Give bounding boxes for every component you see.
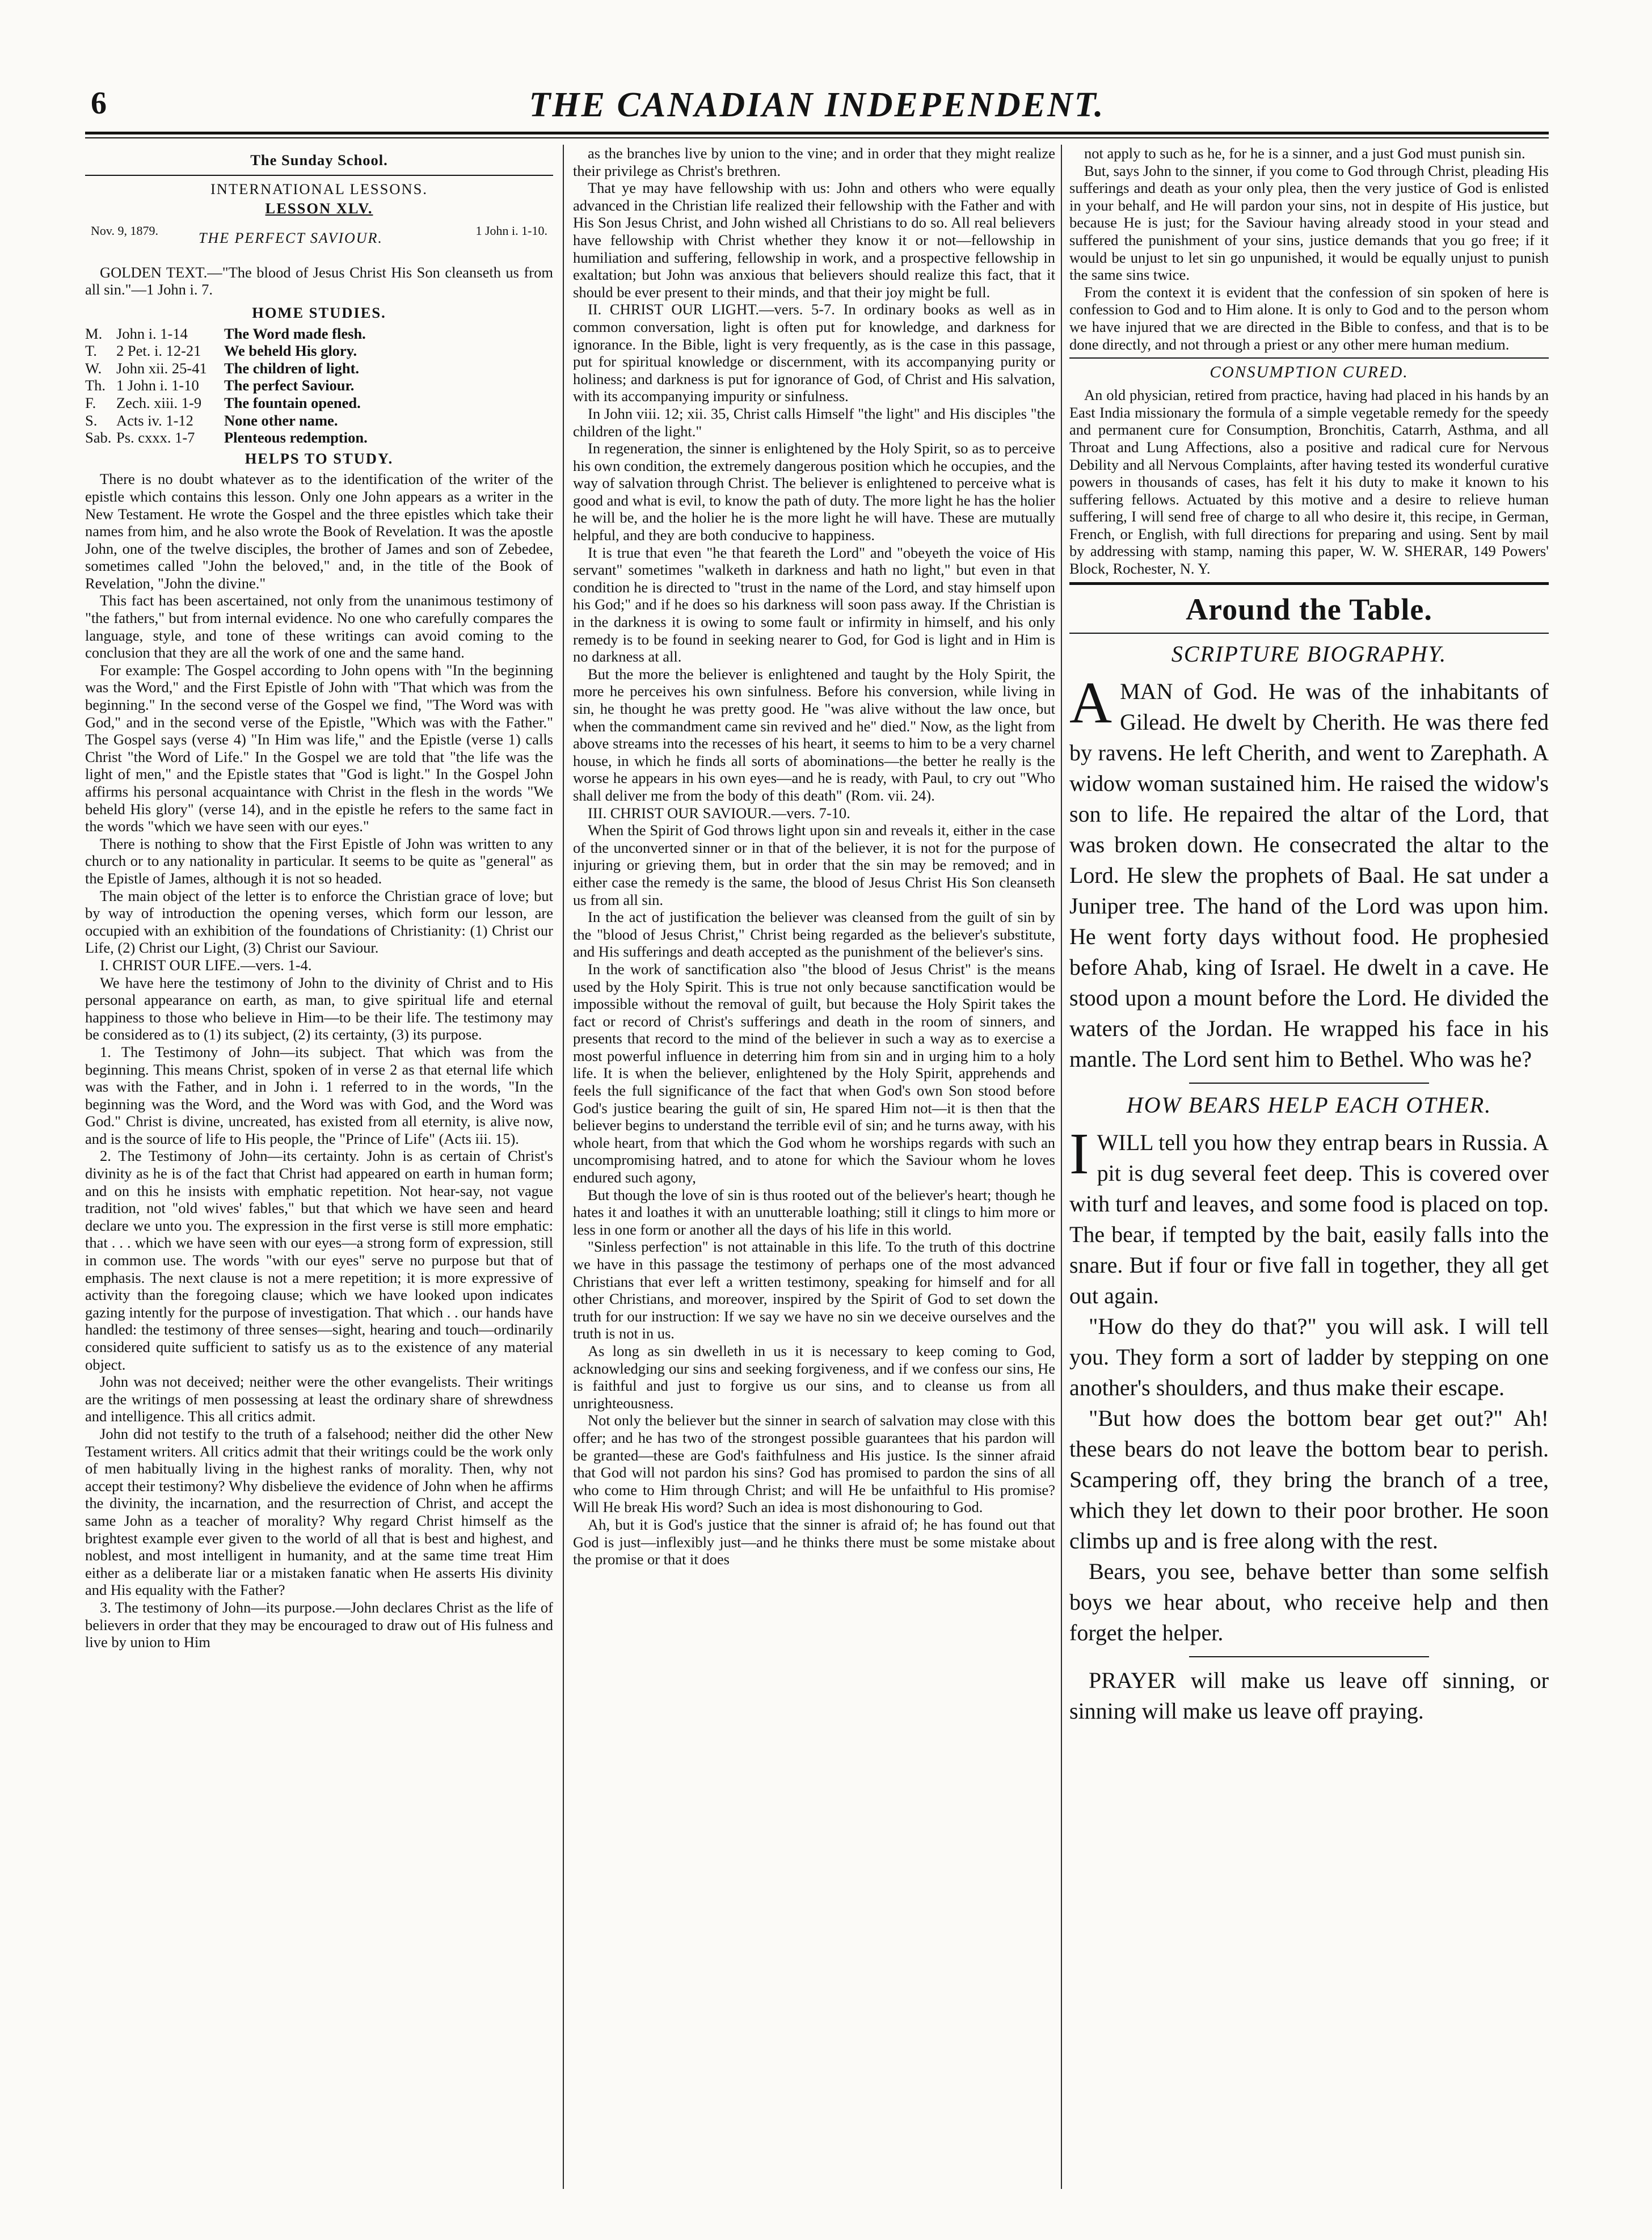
paragraph [1069,1121,1549,1311]
lesson-reference: 1 John i. 1-10. [475,223,547,238]
paragraph: "Sinless perfection" is not attainable in this life. To the truth of this doctrine we have in this passage the testimony of perhaps one of the most advanced Christians that ever left a written testimony, speaking for himself and for all other Christians, and moreover, inspired by the Spirit of God to set down the truth for our instruction: If we say we have no sin we deceive ourselves and the truth is not in us. [573,1238,1055,1342]
dropcap: I [1069,1121,1089,1186]
lesson-body [85,470,553,1650]
paragraph: But though the love of sin is thus rooted out of the believer's heart; though he hates it and loathes it with an unutterable loathing; still it clings to him more or less in one form or another all the days of his life in this world. [573,1186,1055,1238]
study-title: None other name. [224,411,338,429]
scripture-biography-text: MAN of God. He was of the inhabitants of Gilead. He dwelt by Cherith. He was there fed by ravens. He left Cherith, and went to Zarephath. A widow woman sustained him. He raised the widow's son to life. He repaired the altar of the Lord, that was broken down. He consecrated the altar to the Lord. He slew the prophets of Baal. He sat under a Juniper tree. The hand of the Lord was upon him. He went forty days without food. He prophesied before Ahab, king of Israel. He dwelt in a cave. He stood upon a mount before the Lord. He divided the waters of the Jordan. He wrapped his face in his mantle. The Lord sent him to Bethel. Who was he? [1069,678,1549,1072]
column-divider [1061,145,1062,2189]
paragraph: 2. The Testimony of John—its certainty. John is as certain of Christ's divinity as he is of the fact that Christ had appeared on earth in human form; and on this he insists with emphatic repetition. Not hear-say, not vague tradition, not "old wives' fables," but that which we have seen and heard declare we unto you. The expression in the first verse is still more emphatic: that . . . which we have seen with our eyes—a strong form of expression, still in common use. The words "with our eyes" serve no purpose but that of emphasis. The next clause is not a mere repetition; it is more expressive of activity than the foregoing clause; which we have looked upon indicates gazing intently for the purpose of investigation. That which . . our hands have handled: the testimony of three senses—sight, hearing and touch—ordinarily considered quite sufficient to satisfy us as to the existence of any material object. [85,1147,553,1373]
lesson-conclusion [1069,145,1549,353]
paragraph: As long as sin dwelleth in us it is necessary to keep coming to God, acknowledging our sins and seeking forgiveness, and if we confess our sins, He is faithful and just to forgive us our sins, and to cleanse us from all unrighteousness. [573,1342,1055,1412]
consumption-title: CONSUMPTION CURED. [1210,363,1409,382]
section-title-around-table: Around the Table. [1186,592,1432,626]
divider [1069,357,1549,359]
column-right [1069,145,1549,2189]
divider [85,175,553,176]
home-study-row [85,342,553,360]
lesson-date: Nov. 9, 1879. [91,223,158,238]
paragraph: From the context it is evident that the confession of sin spoken of here is confession to God and to Him alone. It is only to God and to the person whom we have injured that we are directed in the Bible to confess, and that is to be done directly, and not through a priest or any other mere human medium. [1069,283,1549,353]
divider-short [1189,1656,1429,1657]
home-study-row [85,377,553,394]
paragraph: We have here the testimony of John to the divinity of Christ and to His personal appearance on earth, as man, to give spiritual life and eternal happiness to those who believe in Him—to be their life. The testimony may be considered as to (1) its subject, (2) its certainty, (3) its purpose. [85,974,553,1043]
paragraph: I. CHRIST OUR LIFE.—vers. 1-4. [100,956,312,974]
study-reference: John xii. 25-41 [116,359,207,377]
study-day: Sab. [85,429,112,447]
column-lesson-continued [573,145,1055,2189]
paragraph: But the more the believer is enlightened and taught by the Holy Spirit, the more he perceives his own sinfulness. Before his conversion, while living in sin, he thought he was pretty good. He "was alive without the law once, but when the commandment came sin revived and he" died." Now, as the light from above streams into the recesses of his heart, it seems to him to be a very charnel house, in which he finds all sorts of abominations—the better he really is the worse he appears in his own eyes—and he is ready, with Paul, to cry out "Who shall deliver me from the body of this death" (Rom. vii. 24). [573,665,1055,804]
paragraph: John did not testify to the truth of a falsehood; neither did the other New Testament writers. All critics admit that their writings could be the work only of men habitually living in the highest ranks of morality. Then, why not accept their testimony? Why disbelieve the evidence of John when he affirms the divinity, the incarnation, and the resurrection of Christ, and accept the same John as a teacher of morality? Why regard Christ himself as the brightest example ever given to the world of all that is best and highest, and noblest, and most intelligent in humanity, and at the same time treat Him either as a deliberate liar or a mistaken fanatic when He asserts His divinity and His equality with the Father? [85,1425,553,1599]
golden-text: GOLDEN TEXT.—"The blood of Jesus Christ His Son cleanseth us from all sin."—1 John i. 7. [85,263,553,298]
home-study-row [85,429,553,447]
bears-story [1069,1121,1549,1648]
paragraph: It is true that even "he that feareth the Lord" and "obeyeth the voice of His servant" sometimes "walketh in darkness and hath no light," but even in that condition he is directed to "trust in the name of the Lord, and stay himself upon his God;" and if he does so his darkness will soon pass away. If the Christian is in the darkness it is owing to some fault or infirmity in himself, and his only remedy is to be found in seeking nearer to God, for God is light and in Him is no darkness at all. [573,544,1055,666]
prayer-text: will make us leave off sinning, or sinning will make us leave off praying. [1069,1667,1549,1724]
paragraph: III. CHRIST OUR SAVIOUR.—vers. 7-10. [588,804,850,822]
study-reference: Zech. xiii. 1-9 [116,394,202,411]
lessons-subtitle: INTERNATIONAL LESSONS. [210,180,428,197]
lesson-body-continued [573,145,1055,1568]
study-reference: Ps. cxxx. 1-7 [116,429,195,447]
study-day: W. [85,359,102,377]
study-day: S. [85,411,98,429]
header-rule [85,132,1549,134]
study-day: Th. [85,377,106,394]
paragraph: There is nothing to show that the First Epistle of John was written to any church or to any nationality in particular. It seems to be quite as "general" as the Epistle of James, although it is not so headed. [85,835,553,887]
paragraph: Not only the believer but the sinner in search of salvation may close with this offer; and he has two of the strongest possible guarantees that his pardon will be granted—these are God's faithfulness and His justice. Is the sinner afraid that God will not pardon his sins? God has promised to pardon the sins of all who come to Him through Christ; and will He be unfaithful to His promise? Will He break His word? Such an idea is most dishonouring to God. [573,1412,1055,1516]
prayer-lead: PRAYER [1089,1667,1177,1693]
study-reference: 1 John i. 1-10 [116,377,199,394]
lesson-number: LESSON XLV. [265,200,373,217]
home-studies-heading: HOME STUDIES. [252,304,386,321]
paragraph: In John viii. 12; xii. 35, Christ calls Himself "the light" and His disciples "the children of the light." [573,405,1055,440]
home-study-row [85,412,553,430]
study-title: Plenteous redemption. [224,429,368,447]
paragraph: This fact has been ascertained, not only from the unanimous testimony of "the fathers," but from internal evidence. No one who carefully compares the language, style, and tone of these writings can avoid coming to the conclusion that they are all the work of one and the same hand. [85,592,553,662]
lesson-title: THE PERFECT SAVIOUR. [199,229,383,246]
bears-title: HOW BEARS HELP EACH OTHER. [1126,1092,1492,1118]
study-day: T. [85,342,97,360]
study-title: The perfect Saviour. [224,377,355,394]
paragraph: Ah, but it is God's justice that the sinner is afraid of; he has found out that God is just—inflexibly just—and he thinks there must be some mistake about the promise or that it does [573,1515,1055,1568]
consumption-notice [1069,386,1549,578]
study-reference: Acts iv. 1-12 [116,411,193,429]
paragraph: In the act of justification the believer was cleansed from the guilt of sin by the "blood of Jesus Christ," Christ being regarded as the believer's substitute, and His sufferings and death accepted as the punishment of the believer's sins. [573,908,1055,961]
page-number: 6 [91,86,107,121]
column-sunday-school [85,145,553,2189]
home-study-row [85,325,553,343]
consumption-text: An old physician, retired from practice, having had placed in his hands by an East India missionary the formula of a simple vegetable remedy for the speedy and permanent cure for Consumption, Bronchitis, Catarrh, Asthma, and all Throat and Lung Affections, also a positive and radical cure for Nervous Debility and all Nervous Complaints, after having tested its wonderful curative powers in thousands of cases, has felt it his duty to make it known to his suffering fellows. Actuated by this motive and a desire to relieve human suffering, I will send free of charge to all who desire it, this recipe, in German, French, or English, with full directions for preparing and using. Sent by mail by addressing with stamp, naming this paper, W. W. SHERAR, 149 Powers' Block, Rochester, N. Y. [1069,386,1549,578]
paragraph: "But how does the bottom bear get out?" Ah! these bears do not leave the bottom bear to perish. Scampering off, they bring the branch of a tree, which they let down to their poor brother. He soon climbs up and is free along with the rest. [1069,1405,1549,1553]
study-title: The fountain opened. [224,394,361,411]
paragraph: For example: The Gospel according to John opens with "In the beginning was the Word," and the First Epistle of John with "That which was from the beginning." In the second verse of the Gospel we find, "The Word was with God," and in the second verse of the Epistle, "Which was with the Father." The Gospel says (verse 4) "In Him was life," and the Epistle (verse 1) calls Christ "the Word of Life." In the Gospel we are told that "the life was the light of men," and the Epistle states that "God is light." In the Gospel John affirms his personal acquaintance with Christ in the flesh in the words "We beheld His glory" (verse 14), and in the epistle he refers to the same fact in the words "which we have seen with our eyes." [85,661,553,835]
paragraph: 3. The testimony of John—its purpose.—John declares Christ as the life of believers in order that they may be encouraged to draw out of His fulness and live by union to Him [85,1598,553,1651]
paragraph: When the Spirit of God throws light upon sin and reveals it, either in the case of the unconverted sinner or in that of the believer, it is not for the purpose of injuring or grieving them, but in order that the sin may be removed; and in either case the remedy is the same, the blood of Jesus Christ His Son cleanseth us from all sin. [573,822,1055,908]
paragraph: In the work of sanctification also "the blood of Jesus Christ" is the means used by the Holy Spirit. This is true not only because sanctification would be impossible without the removal of guilt, but because the Holy Spirit takes the fact or record of Christ's sufferings and death in the room of sinners, and presents that record to the mind of the believer in such a way as to exercise a most powerful influence in deterring him from sin and in urging him to a holy life. It is when the believer, enlightened by the Holy Spirit, apprehends and feels the full significance of the fact that when God's own Son stood before God's justice bearing the guilt of sin, He spared Him not—it is then that the believer begins to understand the terrible evil of sin; and he turns away, with his whole heart, from that which the God whom he worships regards with such an uncompromising hatred, and to atone for which the Saviour whom he loves endured such agony, [573,960,1055,1186]
column-divider [563,145,564,2189]
paragraph: not apply to such as he, for he is a sinner, and a just God must punish sin. [1084,145,1525,162]
paragraph: In regeneration, the sinner is enlightened by the Holy Spirit, so as to perceive his own condition, the extremely dangerous position which he occupies, and the way of salvation through Christ. The believer is enlightened to perceive what is good and what is evil, to know the path of duty. The more light he has the holier he will be, and the holier he is the more light he will have. These are mutually helpful, and they are both conducive to happiness. [573,440,1055,544]
header-rule-thin [85,137,1549,138]
study-title: We beheld His glory. [224,342,357,360]
divider-short [1189,1083,1429,1084]
running-title: THE CANADIAN INDEPENDENT. [529,86,1105,124]
study-title: The Word made flesh. [224,325,366,342]
paragraph: Bears, you see, behave better than some selfish boys we hear about, who receive help and then forget the helper. [1069,1558,1549,1645]
paragraph: There is no doubt whatever as to the identification of the writer of the epistle which contains this lesson. Only one John appears as a writer in the New Testament. He wrote the Gospel and the three epistles which take their names from him, and he also wrote the Book of Revelation. It was the apostle John, one of the twelve disciples, the brother of James and son of Zebedee, sometimes called "John the beloved," and, in the title of the Book of Revelation, "John the divine." [85,470,553,592]
divider [1069,633,1549,634]
paragraph: as the branches live by union to the vine; and in order that they might realize their privilege as Christ's brethren. [573,145,1055,179]
paragraph: II. CHRIST OUR LIGHT.—vers. 5-7. In ordinary books as well as in common conversation, light is often put for knowledge, and darkness for ignorance. In the Bible, light is very frequently, as is the case in this passage, put for spiritual knowledge or discernment, with its accompanying purity or holiness; and darkness is put for ignorance of God, of Christ and His salvation, with its accompanying impurity or sinfulness. [573,301,1055,405]
section-title-sunday-school: The Sunday School. [250,151,388,169]
study-reference: 2 Pet. i. 12-21 [116,342,201,360]
divider-thick [1069,582,1549,585]
study-day: F. [85,394,96,411]
dropcap: A [1069,670,1112,735]
helps-heading: HELPS TO STUDY. [245,449,394,467]
study-reference: John i. 1-14 [116,325,188,342]
paragraph: But, says John to the sinner, if you come to God through Christ, pleading His sufferings and death as your only plea, then the very justice of God is enlisted in your behalf, and He will pardon your sins, not in despite of His justice, but because He is just; for the Saviour having already stood in your stead and suffered the punishment of your sins, justice demands that you go free; if it would be unjust to let sin go unpunished, it would be equally unjust to punish the same sins twice. [1069,162,1549,284]
study-title: The children of light. [224,359,360,377]
paragraph: That ye may have fellowship with us: John and others who were equally advanced in the Christian life realized their fellowship with the Father and with His Son Jesus Christ, and John wished all Christians to do so. All real believers have fellowship with Christ whether they know it or not—fellowship in humiliation and suffering, fellowship in work, and a prospective fellowship in exaltation; but John was anxious that believers should realize this fact, that it should be ever present to their minds, and that their joy might be full. [573,179,1055,301]
paragraph: 1. The Testimony of John—its subject. That which was from the beginning. This means Christ, spoken of in verse 2 as that eternal life which was with the Father, and in John i. 1 referred to in the words, "In the beginning was the Word, and the Word was with God, and the Word was God." Christ is divine, uncreated, has existed from all eternity, is alive now, and is the source of life to His people, the "Prince of Life" (Acts iii. 15). [85,1043,553,1147]
scripture-biography-title: SCRIPTURE BIOGRAPHY. [1171,641,1447,667]
page-header [85,85,1549,136]
paragraph: John was not deceived; neither were the other evangelists. Their writings are the writings of men possessing at least the ordinary share of shrewdness and intelligence. This all critics admit. [85,1373,553,1425]
lesson-info [85,221,553,260]
scripture-biography [1069,670,1549,1075]
prayer-note [1069,1665,1549,1727]
home-study-row [85,360,553,377]
home-studies-list [85,325,553,447]
paragraph: "How do they do that?" you will ask. I will tell you. They form a sort of ladder by stepping on one another's shoulders, and thus make their escape. [1069,1313,1549,1400]
home-study-row [85,394,553,412]
study-day: M. [85,325,103,342]
paragraph: The main object of the letter is to enforce the Christian grace of love; but by way of introduction the opening verses, which form our lesson, are occupied with an exhibition of the foundations of Christianity: (1) Christ our Life, (2) Christ our Light, (3) Christ our Saviour. [85,887,553,957]
bears-text: WILL tell you how they entrap bears in Russia. A pit is dug several feet deep. This is covered over with turf and leaves, and some food is placed on top. The bear, if tempted by the bait, easily falls into the snare. But if four or five fall in together, they all get out again. [1069,1129,1549,1308]
